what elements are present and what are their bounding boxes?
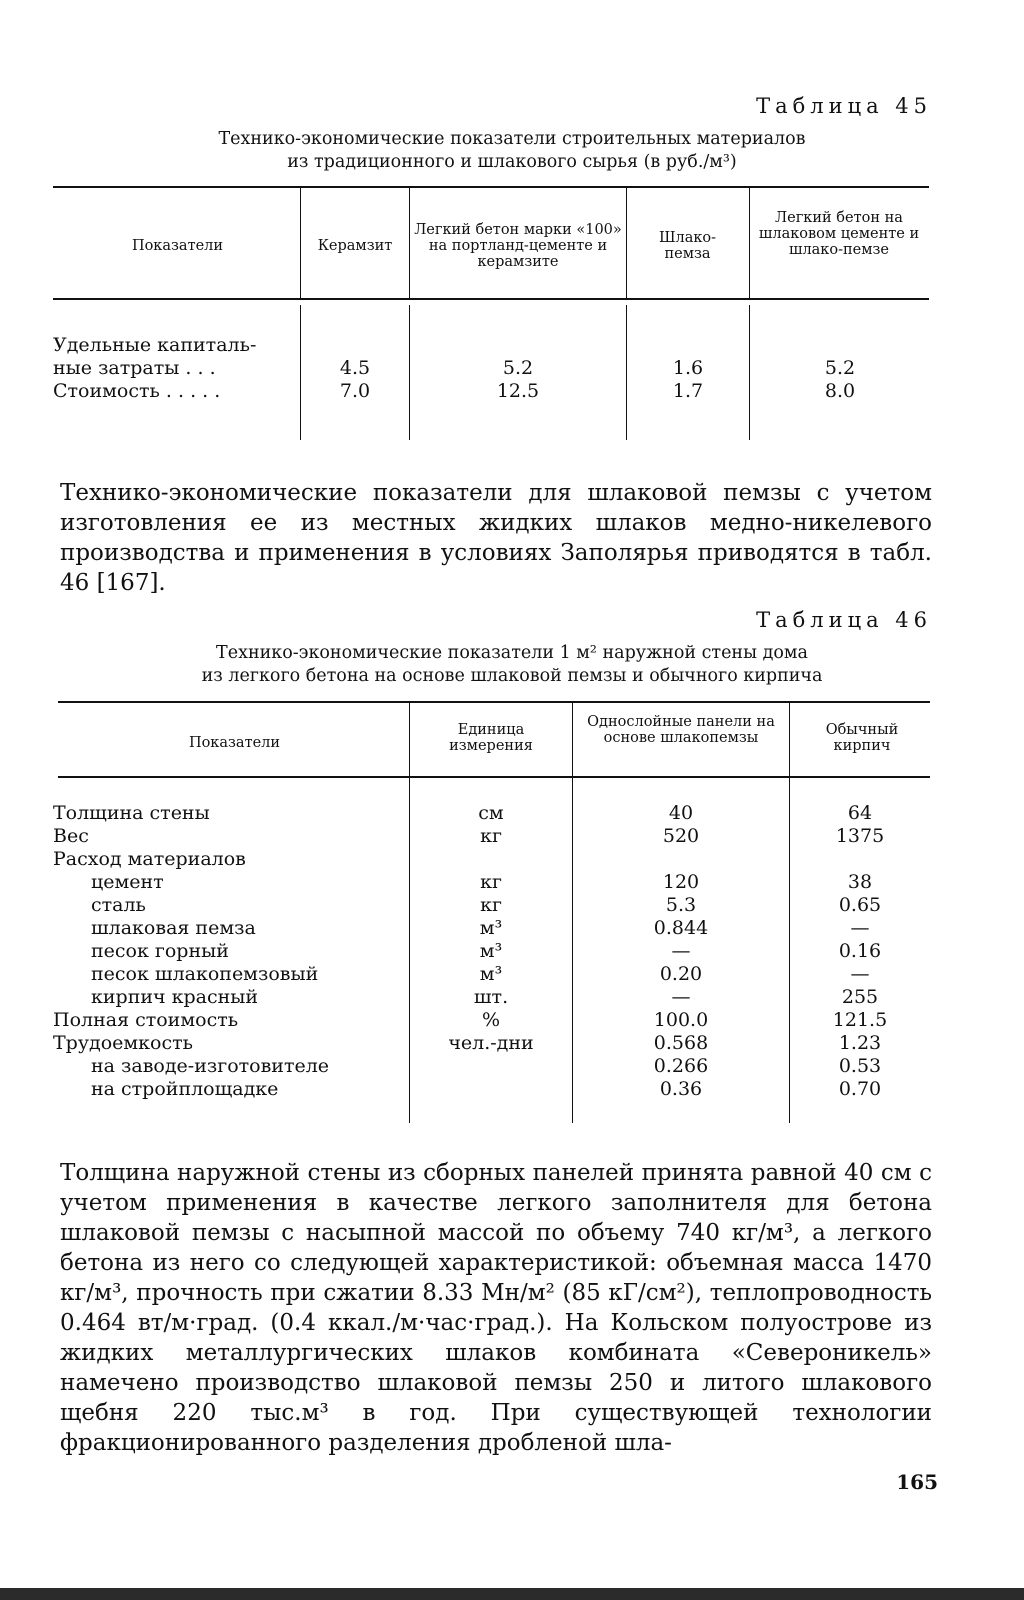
table-cell: — — [850, 963, 870, 985]
table-cell: 255 — [841, 986, 879, 1008]
table-cell — [410, 848, 572, 871]
table-cell: 8.0 — [824, 380, 856, 402]
table-cell: 121.5 — [832, 1009, 888, 1031]
table-cell: 120 — [662, 871, 700, 893]
table46-top-rule — [58, 701, 930, 703]
table46-col-panel — [573, 802, 789, 1101]
table45-col-lightconcrete — [410, 357, 626, 403]
table45-row-label: Удельные капиталь- — [53, 334, 257, 356]
table46-title-line2: из легкого бетона на основе шлаковой пемзы и обычного кирпича — [201, 666, 823, 686]
table-cell: м³ — [479, 963, 503, 985]
table45-header: Шлако-пемза — [658, 230, 717, 262]
table-cell: чел.-дни — [448, 1032, 534, 1054]
table-cell: — — [671, 986, 691, 1008]
table45-row-labels — [53, 334, 293, 403]
table46-header: Единица измерения — [449, 722, 533, 754]
table-cell: 5.3 — [665, 894, 697, 916]
body-paragraph — [60, 1158, 932, 1458]
table-row-label: шлаковая пемза — [91, 917, 256, 939]
table-cell: 520 — [662, 825, 700, 847]
table45-title — [0, 128, 1024, 174]
table-cell: 0.568 — [653, 1032, 709, 1054]
table-row-label: Толщина стены — [53, 802, 210, 824]
table-cell: 0.266 — [653, 1055, 709, 1077]
table46-header: Обычный кирпич — [825, 722, 899, 754]
table-cell — [410, 1078, 572, 1101]
table-cell: шт. — [473, 986, 509, 1008]
table45-header: Легкий бетон на шлаковом цементе и шлако-пемзе — [758, 210, 920, 258]
table-row-label: песок шлакопемзовый — [91, 963, 319, 985]
table45-col-slagcement — [750, 357, 930, 403]
table46-col-unit — [410, 802, 572, 1101]
table-cell: 0.36 — [659, 1078, 703, 1100]
table-cell: см — [478, 802, 504, 824]
table-row-label: на заводе-изготовителе — [91, 1055, 330, 1077]
table-cell — [410, 1055, 572, 1078]
table46-header-rule — [58, 776, 930, 778]
table-cell: 64 — [847, 802, 873, 824]
table-cell: 5.2 — [502, 357, 534, 379]
table-cell: 0.20 — [659, 963, 703, 985]
table-cell: м³ — [479, 940, 503, 962]
table-cell: кг — [480, 871, 502, 893]
table46-header: Показатели — [188, 735, 281, 751]
table45-header: Легкий бетон марки «100» на портланд-цементе и керамзите — [414, 222, 622, 270]
body-paragraph — [60, 478, 932, 598]
table-row-label: на стройплощадке — [91, 1078, 279, 1100]
table-cell: — — [671, 940, 691, 962]
table-cell: 100.0 — [653, 1009, 709, 1031]
table-cell: 0.53 — [838, 1055, 882, 1077]
table-cell: 4.5 — [339, 357, 371, 379]
table45-vrule — [409, 188, 410, 298]
table-cell: 1.23 — [838, 1032, 882, 1054]
table-row-label: песок горный — [91, 940, 229, 962]
scan-bottom-edge — [0, 1588, 1024, 1600]
table45-title-line1: Технико-экономические показатели строительных материалов — [218, 129, 806, 149]
table-row-label: сталь — [91, 894, 146, 916]
table-cell: кг — [480, 825, 502, 847]
table45-header: Показатели — [131, 238, 224, 254]
table45-caption: Таблица 45 — [756, 94, 932, 118]
table-cell: 0.65 — [838, 894, 882, 916]
table-cell: 38 — [847, 871, 873, 893]
table46-title-line1: Технико-экономические показатели 1 м² наружной стены дома — [216, 643, 808, 663]
table-cell: 1.6 — [672, 357, 704, 379]
table45-header-rule — [53, 298, 929, 300]
table-cell: кг — [480, 894, 502, 916]
table45-top-rule — [53, 186, 929, 188]
table-cell — [790, 848, 930, 871]
table-row-label: Трудоемкость — [53, 1032, 193, 1054]
table45-header: Керамзит — [317, 238, 393, 254]
table46-col-brick — [790, 802, 930, 1101]
table-row-label: Вес — [53, 825, 89, 847]
table45-vrule — [626, 188, 627, 298]
table-cell: 7.0 — [339, 380, 371, 402]
table-cell: 0.70 — [838, 1078, 882, 1100]
table-cell: 0.16 — [838, 940, 882, 962]
table45-title-line2: из традиционного и шлакового сырья (в руб./м³) — [287, 152, 737, 172]
table-row-label: Полная стоимость — [53, 1009, 239, 1031]
table-cell — [573, 848, 789, 871]
table-row-label: цемент — [91, 871, 164, 893]
table-cell: 0.844 — [653, 917, 709, 939]
table-cell: м³ — [479, 917, 503, 939]
paragraph-text: Толщина наружной стены из сборных панелей принята равной 40 см с учетом применения в качестве легкого заполнителя для бетона шлаковой пемзы с насыпной массой по объему 740 кг/м³, а легкого бетона из него со следующей характеристикой: объемная масса 1470 кг/м³, прочность при сжатии 8.33 Мн/м² (85 кГ/см²), теплопроводность 0.464 вт/м·град. (0.4 ккал./м·час·град.). На Кольском полуострове из жидких металлургических шлаков комбината «Североникель» намечено производство шлаковой пемзы 250 и литого шлакового щебня 220 тыс.м³ в год. При существующей технологии фракционированного разделения дробленой шла- — [60, 1160, 932, 1456]
table46-col-labels — [53, 802, 405, 1101]
table-cell: 5.2 — [824, 357, 856, 379]
table46-title — [0, 642, 1024, 688]
table45-col-keramzit — [301, 357, 409, 403]
page-number: 165 — [896, 1470, 938, 1494]
table-cell: 1375 — [835, 825, 885, 847]
table-cell: — — [850, 917, 870, 939]
table-row-label: Расход материалов — [53, 848, 246, 870]
table-cell: 40 — [668, 802, 694, 824]
table-row-label: кирпич красный — [91, 986, 259, 1008]
table-cell: 1.7 — [672, 380, 704, 402]
table-cell: % — [481, 1009, 501, 1031]
table45-col-slagpumice — [627, 357, 749, 403]
paragraph-text: Технико-экономические показатели для шлаковой пемзы с учетом изготовления ее из местных жидких шлаков медно-никелевого производства и применения в условиях Заполярья приводятся в табл. 46 [167]. — [60, 480, 932, 596]
table-cell: 12.5 — [496, 380, 540, 402]
table45-row-label: ные затраты . . . — [53, 357, 216, 379]
table46-header: Однослойные панели на основе шлакопемзы — [587, 714, 775, 746]
table45-row-label: Стоимость . . . . . — [53, 380, 221, 402]
table45-vrule — [749, 188, 750, 298]
table46-caption: Таблица 46 — [756, 608, 932, 632]
